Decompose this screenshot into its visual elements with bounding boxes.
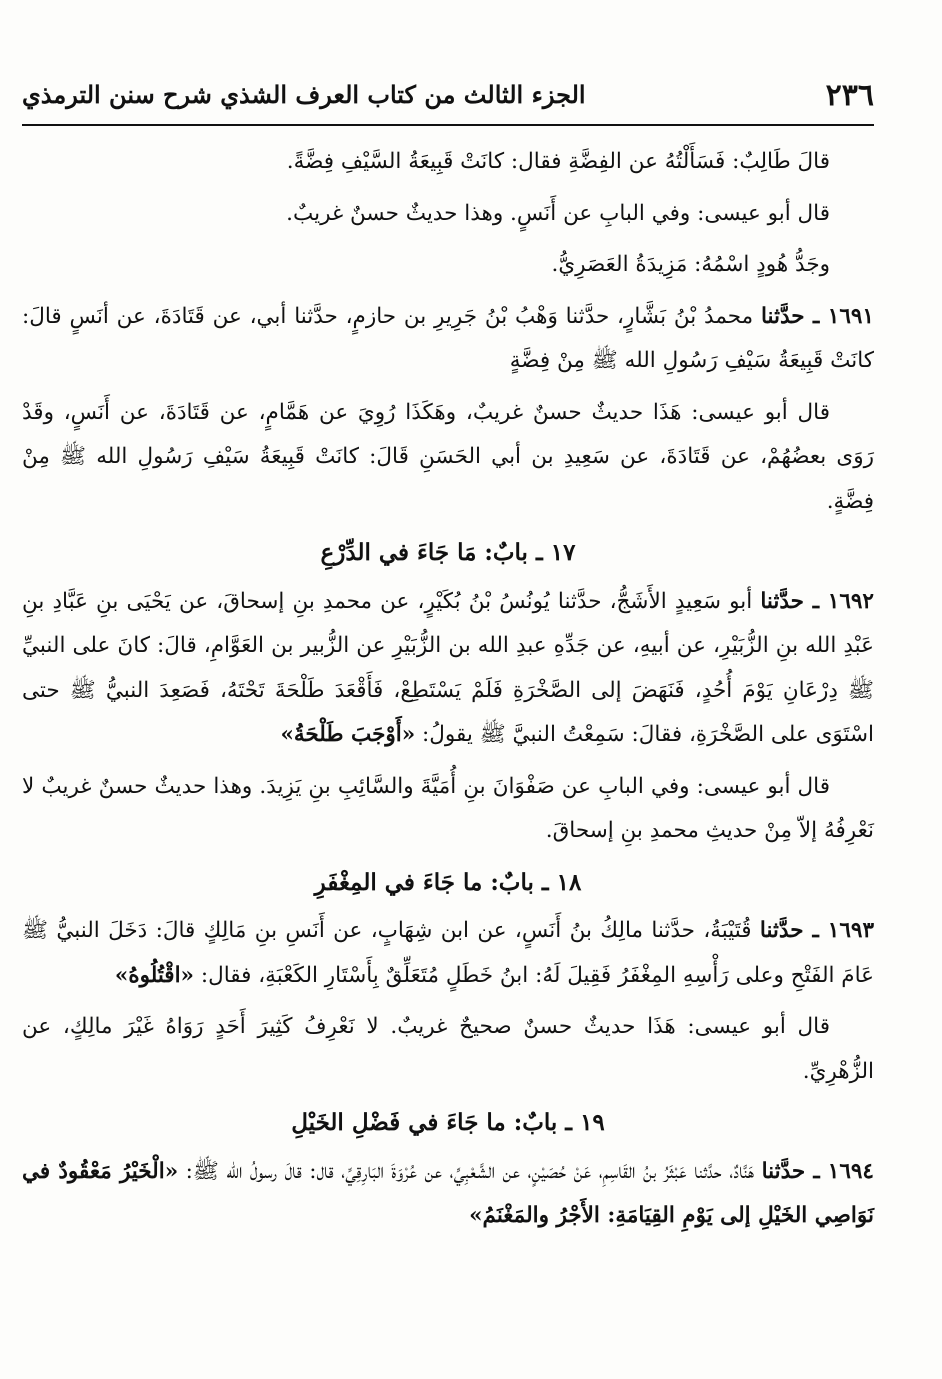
paragraph: قالَ طَالِبٌ: فَسَأَلْتُهُ عن الفِضَّةِ فقال: كانَتْ قَبِيعَةُ السَّيْفِ فِضَّةً. [286, 149, 830, 174]
hadith-text: قُتَيْبَةُ، حدَّثنا مالِكُ بنُ أَنَسٍ، عن ابن شِهَابٍ، عن أَنَسِ بنِ مَالِكٍ قالَ: دَخَلَ النبيُّ ﷺ عَامَ الفَتْحِ وعلى رَأْسِهِ المِغْفَرُ فَقِيلَ لَهُ: ابنُ خَطَلٍ مُتَعَلِّقٌ بِأَسْتَارِ الكَعْبَةِ، فقال: [22, 918, 874, 988]
paragraph: قال أبو عيسى: وفي البابِ عن أَنَسٍ. وهذا حديثٌ حسنٌ غريبٌ. [286, 200, 830, 226]
hadith-number: ١٦٩٤ ـ حدَّثنا [761, 1158, 874, 1184]
paragraph: وجَدُّ هُودٍ اسْمُهُ: مَزِيدَةُ العَصَرِيُّ. [551, 252, 830, 277]
chapter-heading: ١٧ ـ بابٌ: مَا جَاءَ في الدِّرْعِ [320, 539, 576, 566]
paragraph: قال أبو عيسى: هَذَا حديثٌ حسنٌ غريبٌ، وهَكَذَا رُوِيَ عن هَمَّامٍ، عن قَتَادَةَ، عن أَنَسٍ، وقَدْ رَوَى بعضُهُمْ، عن قَتَادَةَ، عن سَعِيدِ بن أبي الحَسَنِ قَالَ: كانَتْ قَبِيعَةُ سَيْفِ رَسُولِ الله ﷺ مِنْ فِضَّةٍ. [22, 399, 874, 514]
hadith-quote: «الْخَيْرُ مَعْقُودٌ في نَوَاصِي الخَيْلِ إلى يَوْمِ القِيَامَةِ: الأَجْرُ والمَغْنَمُ» [22, 1158, 874, 1228]
hadith-1691 [22, 295, 874, 384]
paragraph: قال أبو عيسى: هَذَا حديثٌ حسنٌ صحيحٌ غريبٌ. لا نَعْرِفُ كَثِيرَ أَحَدٍ رَوَاهُ غَيْرَ مالِكٍ، عن الزُّهْرِيِّ. [22, 1014, 874, 1084]
chapter-heading: ١٩ ـ بابٌ: ما جَاءَ في فَضْلِ الخَيْلِ [291, 1109, 605, 1136]
hadith-1692 [22, 580, 874, 758]
hadith-text: هَنَّادٌ، حدَّثنا عَبْثَرُ بنُ القَاسِمِ، عَنْ حُصَيْنٍ، عن الشَّعْبِيِّ، عن عُرْوَةَ البَارِقِيِّ، قال: قالَ رسولُ الله ﷺ: [185, 1158, 762, 1184]
hadith-1694 [22, 1150, 874, 1239]
page-header [22, 70, 874, 122]
page-body [22, 140, 874, 1246]
hadith-number: ١٦٩١ ـ حدَّثنا [760, 303, 874, 329]
header-rule [22, 124, 874, 126]
hadith-text: محمدُ بْنُ بَشَّارٍ، حدَّثنا وَهْبُ بْنُ جَرِيرِ بن حازمٍ، حدَّثنا أبي، عن قَتَادَةَ، عن أنَسٍ قالَ: كانَتْ قَبِيعَةُ سَيْفِ رَسُولِ الله ﷺ مِنْ فِضَّةٍ [22, 303, 874, 373]
page-number: ٢٣٦ [825, 78, 874, 113]
hadith-quote: «أَوْجَبَ طَلْحَةُ» [280, 722, 416, 747]
running-title: الجزء الثالث من كتاب العرف الشذي شرح سنن الترمذي [22, 80, 586, 109]
chapter-heading: ١٨ ـ بابٌ: ما جَاءَ في المِغْفَرِ [314, 868, 582, 896]
hadith-number: ١٦٩٣ ـ حدَّثنا [759, 918, 874, 943]
paragraph: قال أبو عيسى: وفي البابِ عن صَفْوَانَ بنِ أُمَيَّةَ والسَّائِبِ بنِ يَزِيدَ. وهذا حديثٌ حسنٌ غريبٌ لا نَعْرِفُهُ إلاّ مِنْ حديثِ محمدِ بنِ إسحاقَ. [22, 773, 874, 843]
hadith-number: ١٦٩٢ ـ حدَّثنا [760, 588, 874, 614]
hadith-quote: «اقْتُلُوهُ» [114, 962, 194, 988]
hadith-text: أبو سَعِيدٍ الأَشَجُّ، حدَّثنا يُونُسُ بْنُ بُكَيْرٍ، عن محمدِ بنِ إسحاقَ، عن يَحْيَى بنِ عَبَّادِ بنِ عَبْدِ الله بنِ الزُّبَيْرِ، عن أبيهِ، عن جَدِّهِ عبدِ الله بن الزُّبَيْرِ عن الزُّبير بن العَوَّامِ، قالَ: كانَ على النبيِّ ﷺ دِرْعَانِ يَوْمَ أُحُدٍ، فَنَهَضَ إلى الصَّخْرَةِ فَلَمْ يَسْتَطِعْ، فَأَقْعَدَ طَلْحَةَ تَحْتَهُ، فَصَعِدَ النبيُّ ﷺ حتى اسْتَوَى على الصَّخْرَةِ، فقالَ: سَمِعْتُ النبيَّ ﷺ يقولُ: [22, 588, 874, 747]
hadith-1693 [22, 909, 874, 998]
